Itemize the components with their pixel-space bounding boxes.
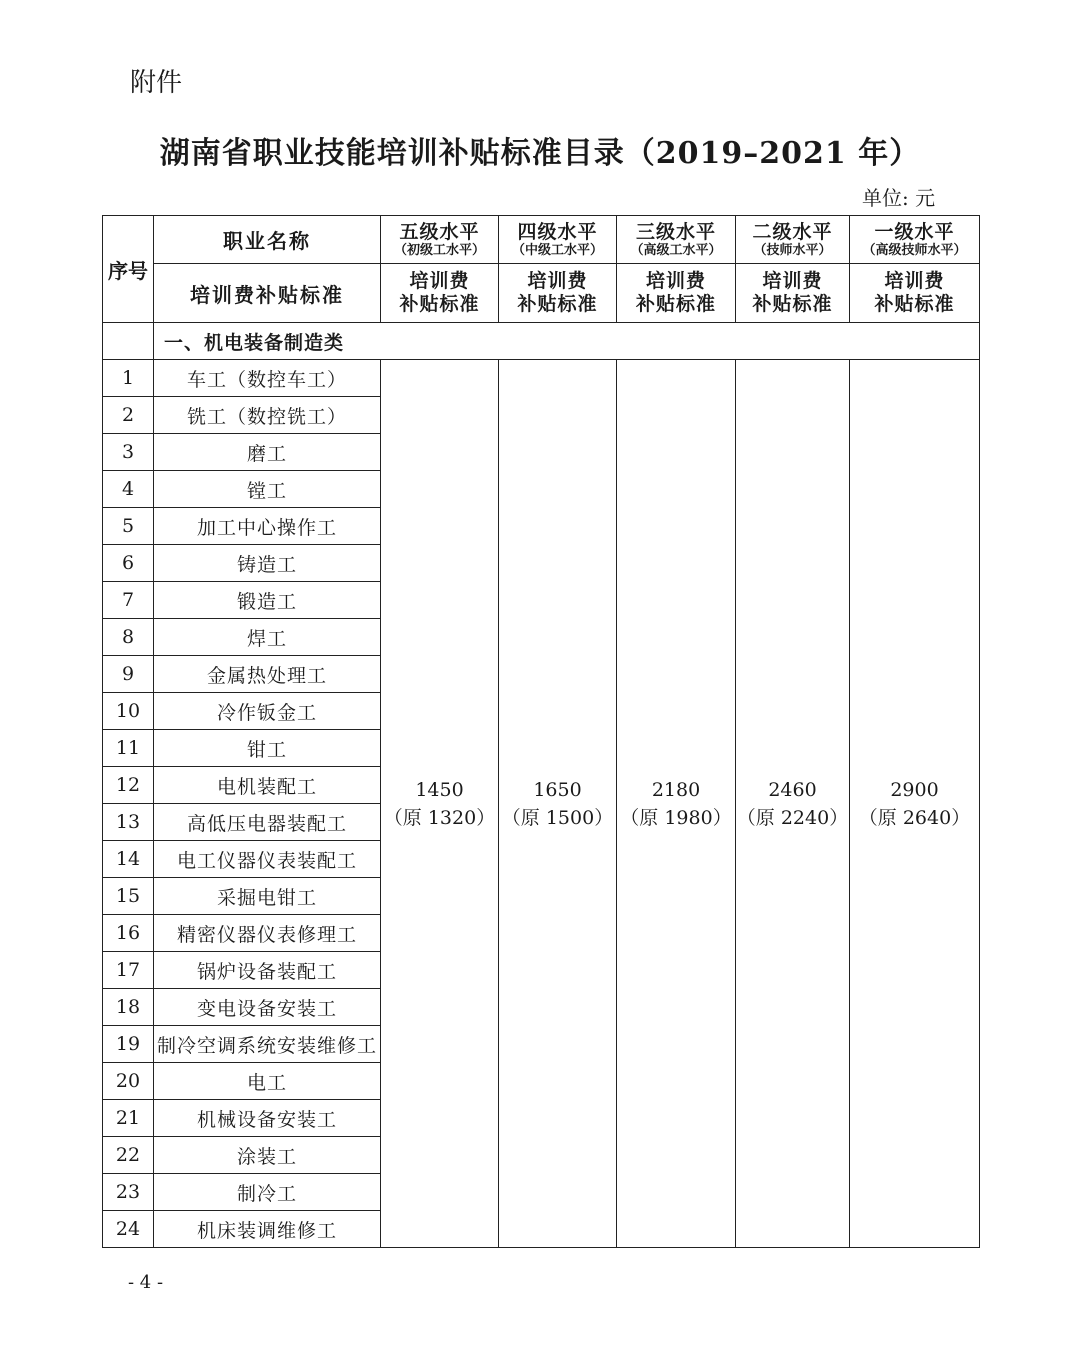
level-name: 一级水平 — [874, 220, 955, 243]
row-number: 7 — [103, 582, 154, 619]
occupation-name: 机械设备安装工 — [154, 1100, 381, 1137]
subsidy-table — [102, 215, 980, 1248]
level-name: 二级水平 — [752, 220, 833, 243]
original-value: （原 2240） — [736, 806, 849, 829]
original-value: （原 2640） — [858, 806, 971, 829]
subsidy-value-level-1 — [850, 360, 980, 1248]
header-level-1 — [850, 216, 980, 264]
occupation-name: 涂装工 — [154, 1137, 381, 1174]
row-number: 23 — [103, 1174, 154, 1211]
header-level-5 — [381, 216, 499, 264]
row-number: 1 — [103, 360, 154, 397]
occupation-name: 冷作钣金工 — [154, 693, 381, 730]
row-number: 2 — [103, 397, 154, 434]
occupation-name: 变电设备安装工 — [154, 989, 381, 1026]
subsidy-value-level-2 — [736, 360, 850, 1248]
std-line-2: 补贴标准 — [517, 293, 598, 315]
row-number: 3 — [103, 434, 154, 471]
occupation-name: 金属热处理工 — [154, 656, 381, 693]
row-number: 9 — [103, 656, 154, 693]
level-sub: （初级工水平） — [393, 242, 485, 258]
occupation-name: 电工仪器仪表装配工 — [154, 841, 381, 878]
header-std-4 — [499, 264, 617, 323]
occupation-name: 高低压电器装配工 — [154, 804, 381, 841]
row-number: 11 — [103, 730, 154, 767]
unit-label: 单位: 元 — [862, 186, 936, 210]
row-number: 14 — [103, 841, 154, 878]
header-std-2 — [736, 264, 850, 323]
table-row — [103, 360, 980, 397]
row-number: 12 — [103, 767, 154, 804]
row-number: 16 — [103, 915, 154, 952]
occupation-name: 制冷工 — [154, 1174, 381, 1211]
category-seq-cell — [103, 323, 154, 360]
occupation-name: 采掘电钳工 — [154, 878, 381, 915]
occupation-name: 镗工 — [154, 471, 381, 508]
std-line-2: 补贴标准 — [874, 293, 955, 315]
occupation-name: 制冷空调系统安装维修工 — [154, 1026, 381, 1063]
subsidy-value-level-5 — [381, 360, 499, 1248]
level-sub: （中级工水平） — [511, 242, 603, 258]
header-level-2 — [736, 216, 850, 264]
level-name: 五级水平 — [399, 220, 480, 243]
header-std-1 — [850, 264, 980, 323]
std-line-1: 培训费 — [884, 270, 945, 292]
row-number: 6 — [103, 545, 154, 582]
occupation-name: 焊工 — [154, 619, 381, 656]
level-name: 四级水平 — [517, 220, 598, 243]
current-value: 1450 — [415, 778, 464, 801]
page-title: 湖南省职业技能培训补贴标准目录（2019–2021 年） — [159, 136, 921, 171]
original-value: （原 1980） — [620, 806, 732, 829]
header-standard: 培训费补贴标准 — [154, 264, 381, 323]
row-number: 10 — [103, 693, 154, 730]
row-number: 15 — [103, 878, 154, 915]
std-line-1: 培训费 — [645, 270, 706, 292]
occupation-name: 铸造工 — [154, 545, 381, 582]
original-value: （原 1500） — [501, 806, 614, 829]
occupation-name: 加工中心操作工 — [154, 508, 381, 545]
current-value: 2900 — [890, 778, 939, 801]
std-line-2: 补贴标准 — [635, 293, 716, 315]
category-heading: 一、机电装备制造类 — [154, 323, 980, 360]
level-name: 三级水平 — [635, 220, 716, 243]
header-std-5 — [381, 264, 499, 323]
row-number: 22 — [103, 1137, 154, 1174]
occupation-name: 机床装调维修工 — [154, 1211, 381, 1248]
std-line-1: 培训费 — [527, 270, 588, 292]
page-number: - 4 - — [128, 1272, 164, 1293]
occupation-name: 锅炉设备装配工 — [154, 952, 381, 989]
std-line-2: 补贴标准 — [399, 293, 480, 315]
subsidy-value-level-4 — [499, 360, 617, 1248]
attachment-label: 附件 — [130, 68, 183, 98]
header-seq: 序号 — [103, 216, 154, 323]
occupation-name: 电机装配工 — [154, 767, 381, 804]
subsidy-value-level-3 — [617, 360, 736, 1248]
header-level-4 — [499, 216, 617, 264]
occupation-name: 铣工（数控铣工） — [154, 397, 381, 434]
row-number: 8 — [103, 619, 154, 656]
occupation-name: 精密仪器仪表修理工 — [154, 915, 381, 952]
occupation-name: 磨工 — [154, 434, 381, 471]
level-sub: （技师水平） — [753, 242, 832, 258]
row-number: 17 — [103, 952, 154, 989]
occupation-name: 锻造工 — [154, 582, 381, 619]
current-value: 2460 — [768, 778, 817, 801]
occupation-name: 钳工 — [154, 730, 381, 767]
occupation-name: 电工 — [154, 1063, 381, 1100]
row-number: 19 — [103, 1026, 154, 1063]
row-number: 21 — [103, 1100, 154, 1137]
row-number: 13 — [103, 804, 154, 841]
row-number: 4 — [103, 471, 154, 508]
header-level-3 — [617, 216, 736, 264]
std-line-2: 补贴标准 — [752, 293, 833, 315]
row-number: 18 — [103, 989, 154, 1026]
current-value: 2180 — [651, 778, 701, 801]
std-line-1: 培训费 — [762, 270, 823, 292]
row-number: 5 — [103, 508, 154, 545]
std-line-1: 培训费 — [409, 270, 470, 292]
occupation-name: 车工（数控车工） — [154, 360, 381, 397]
header-occupation: 职业名称 — [154, 216, 381, 264]
level-sub: （高级技师水平） — [862, 242, 967, 258]
original-value: （原 1320） — [383, 806, 496, 829]
current-value: 1650 — [533, 778, 582, 801]
header-std-3 — [617, 264, 736, 323]
row-number: 24 — [103, 1211, 154, 1248]
level-sub: （高级工水平） — [630, 242, 722, 258]
row-number: 20 — [103, 1063, 154, 1100]
